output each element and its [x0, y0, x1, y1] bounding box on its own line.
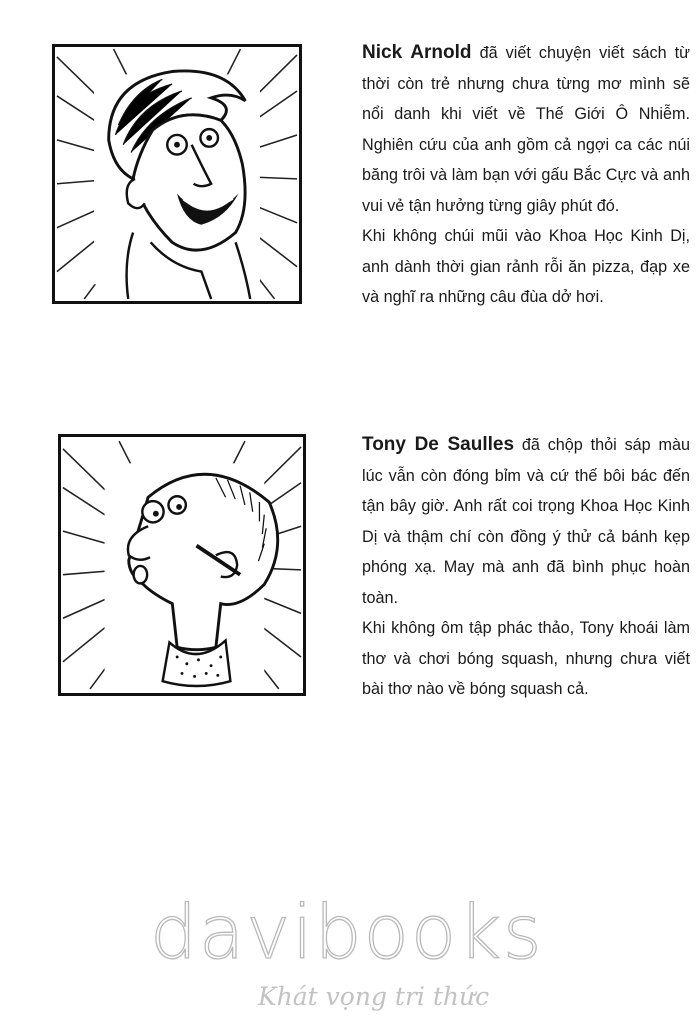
author-name-tony-de-saulles: Tony De Saulles: [362, 434, 515, 455]
tony-de-saulles-paragraph-2: Khi không ôm tập phác thảo, Tony khoái làm thơ và chơi bóng squash, nhưng chưa viết bài thơ nào về bóng squash cả.: [362, 619, 690, 698]
nick-arnold-paragraph-1: Nick Arnold đã viết chuyện viết sách từ thời còn trẻ nhưng chưa từng mơ mình sẽ nổi danh khi viết về Thế Giới Ô Nhiễm. Nghiên cứu của anh gồm cả ngợi ca các núi băng trôi và làm bạn với gấu Bắc Cực và anh vui vẻ tận hưởng từng giây phút đó.: [362, 42, 690, 215]
nick-arnold-paragraph-2: Khi không chúi mũi vào Khoa Học Kinh Dị, anh dành thời gian rảnh rỗi ăn pizza, đạp xe và nghĩ ra những câu đùa dở hơi.: [362, 227, 690, 306]
tony-de-saulles-portrait: [58, 434, 306, 696]
watermark-title: davibooks: [150, 890, 544, 976]
nick-arnold-caricature-icon: [55, 47, 299, 301]
nick-arnold-bio: [362, 38, 690, 313]
author-name-nick-arnold: Nick Arnold: [362, 42, 472, 63]
tony-de-saulles-paragraph-1: Tony De Saulles đã chộp thỏi sáp màu lúc vẫn còn đóng bỉm và cứ thế bôi bác đến tận bây giờ. Anh rất coi trọng Khoa Học Kinh Dị và thậm chí còn đồng ý thử cả bánh kẹp phóng xạ. May mà anh đã bình phục hoàn toàn.: [362, 434, 690, 607]
tony-de-saulles-bio: [362, 430, 690, 705]
nick-arnold-portrait: [52, 44, 302, 304]
watermark-tagline: Khát vọng tri thức: [258, 982, 490, 1011]
publisher-watermark: [150, 890, 590, 1020]
tony-de-saulles-caricature-icon: [61, 437, 303, 693]
